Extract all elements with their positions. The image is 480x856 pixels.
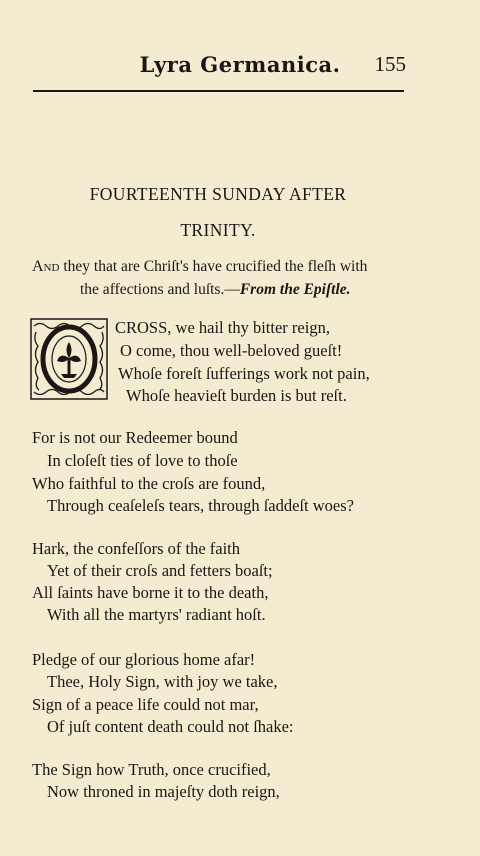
verse-line: Who faithful to the croſs are found, — [32, 474, 266, 493]
running-title: Lyra Germanica. — [139, 52, 341, 77]
verse-line: All ſaints have borne it to the death, — [32, 583, 269, 602]
verse-line: Whoſe foreſt ſufferings work not pain, — [118, 364, 370, 383]
verse-line: In cloſeſt ties of love to thoſe — [47, 451, 238, 470]
verse-line: For is not our Redeemer bound — [32, 428, 238, 447]
ornamental-dropcap — [30, 318, 108, 400]
dropcap-fleur — [57, 342, 81, 378]
verse-line: Through ceaſeleſs tears, through ſaddeſt woes? — [47, 496, 354, 515]
epigraph-line-1 — [32, 258, 367, 276]
verse-line: Yet of their croſs and fetters boaſt; — [47, 561, 273, 580]
epigraph-first-word: And — [32, 258, 60, 275]
epigraph-line-1-text: they that are Chriſt's have crucified the fleſh with — [59, 258, 368, 275]
verse-line: Whoſe heavieſt burden is but reſt. — [126, 386, 347, 405]
epigraph-line-2-text: the affections and luſts.— — [80, 281, 240, 298]
epigraph-source: From the Epiſtle. — [239, 281, 351, 298]
verse-line: Thee, Holy Sign, with joy we take, — [47, 672, 278, 691]
header-rule — [33, 90, 404, 92]
poem-heading-line-2: TRINITY. — [180, 220, 256, 240]
verse-line: Pledge of our glorious home afar! — [32, 650, 256, 669]
verse-line: Hark, the confeſſors of the faith — [32, 539, 241, 558]
verse-line: O come, thou well-beloved gueſt! — [120, 341, 343, 360]
verse-line: CROSS, we hail thy bitter reign, — [115, 318, 330, 337]
page-number: 155 — [374, 52, 406, 76]
poem-heading-line-1: FOURTEENTH SUNDAY AFTER — [89, 184, 347, 204]
verse-line: Of juſt content death could not ſhake: — [47, 717, 294, 736]
verse-line: Sign of a peace life could not mar, — [32, 695, 259, 714]
verse-line: The Sign how Truth, once crucified, — [32, 760, 271, 779]
dropcap-letter: O — [30, 318, 31, 319]
epigraph-line-2 — [80, 281, 351, 299]
verse-line: Now throned in majeſty doth reign, — [47, 782, 280, 801]
verse-line: With all the martyrs' radiant hoſt. — [47, 605, 266, 624]
